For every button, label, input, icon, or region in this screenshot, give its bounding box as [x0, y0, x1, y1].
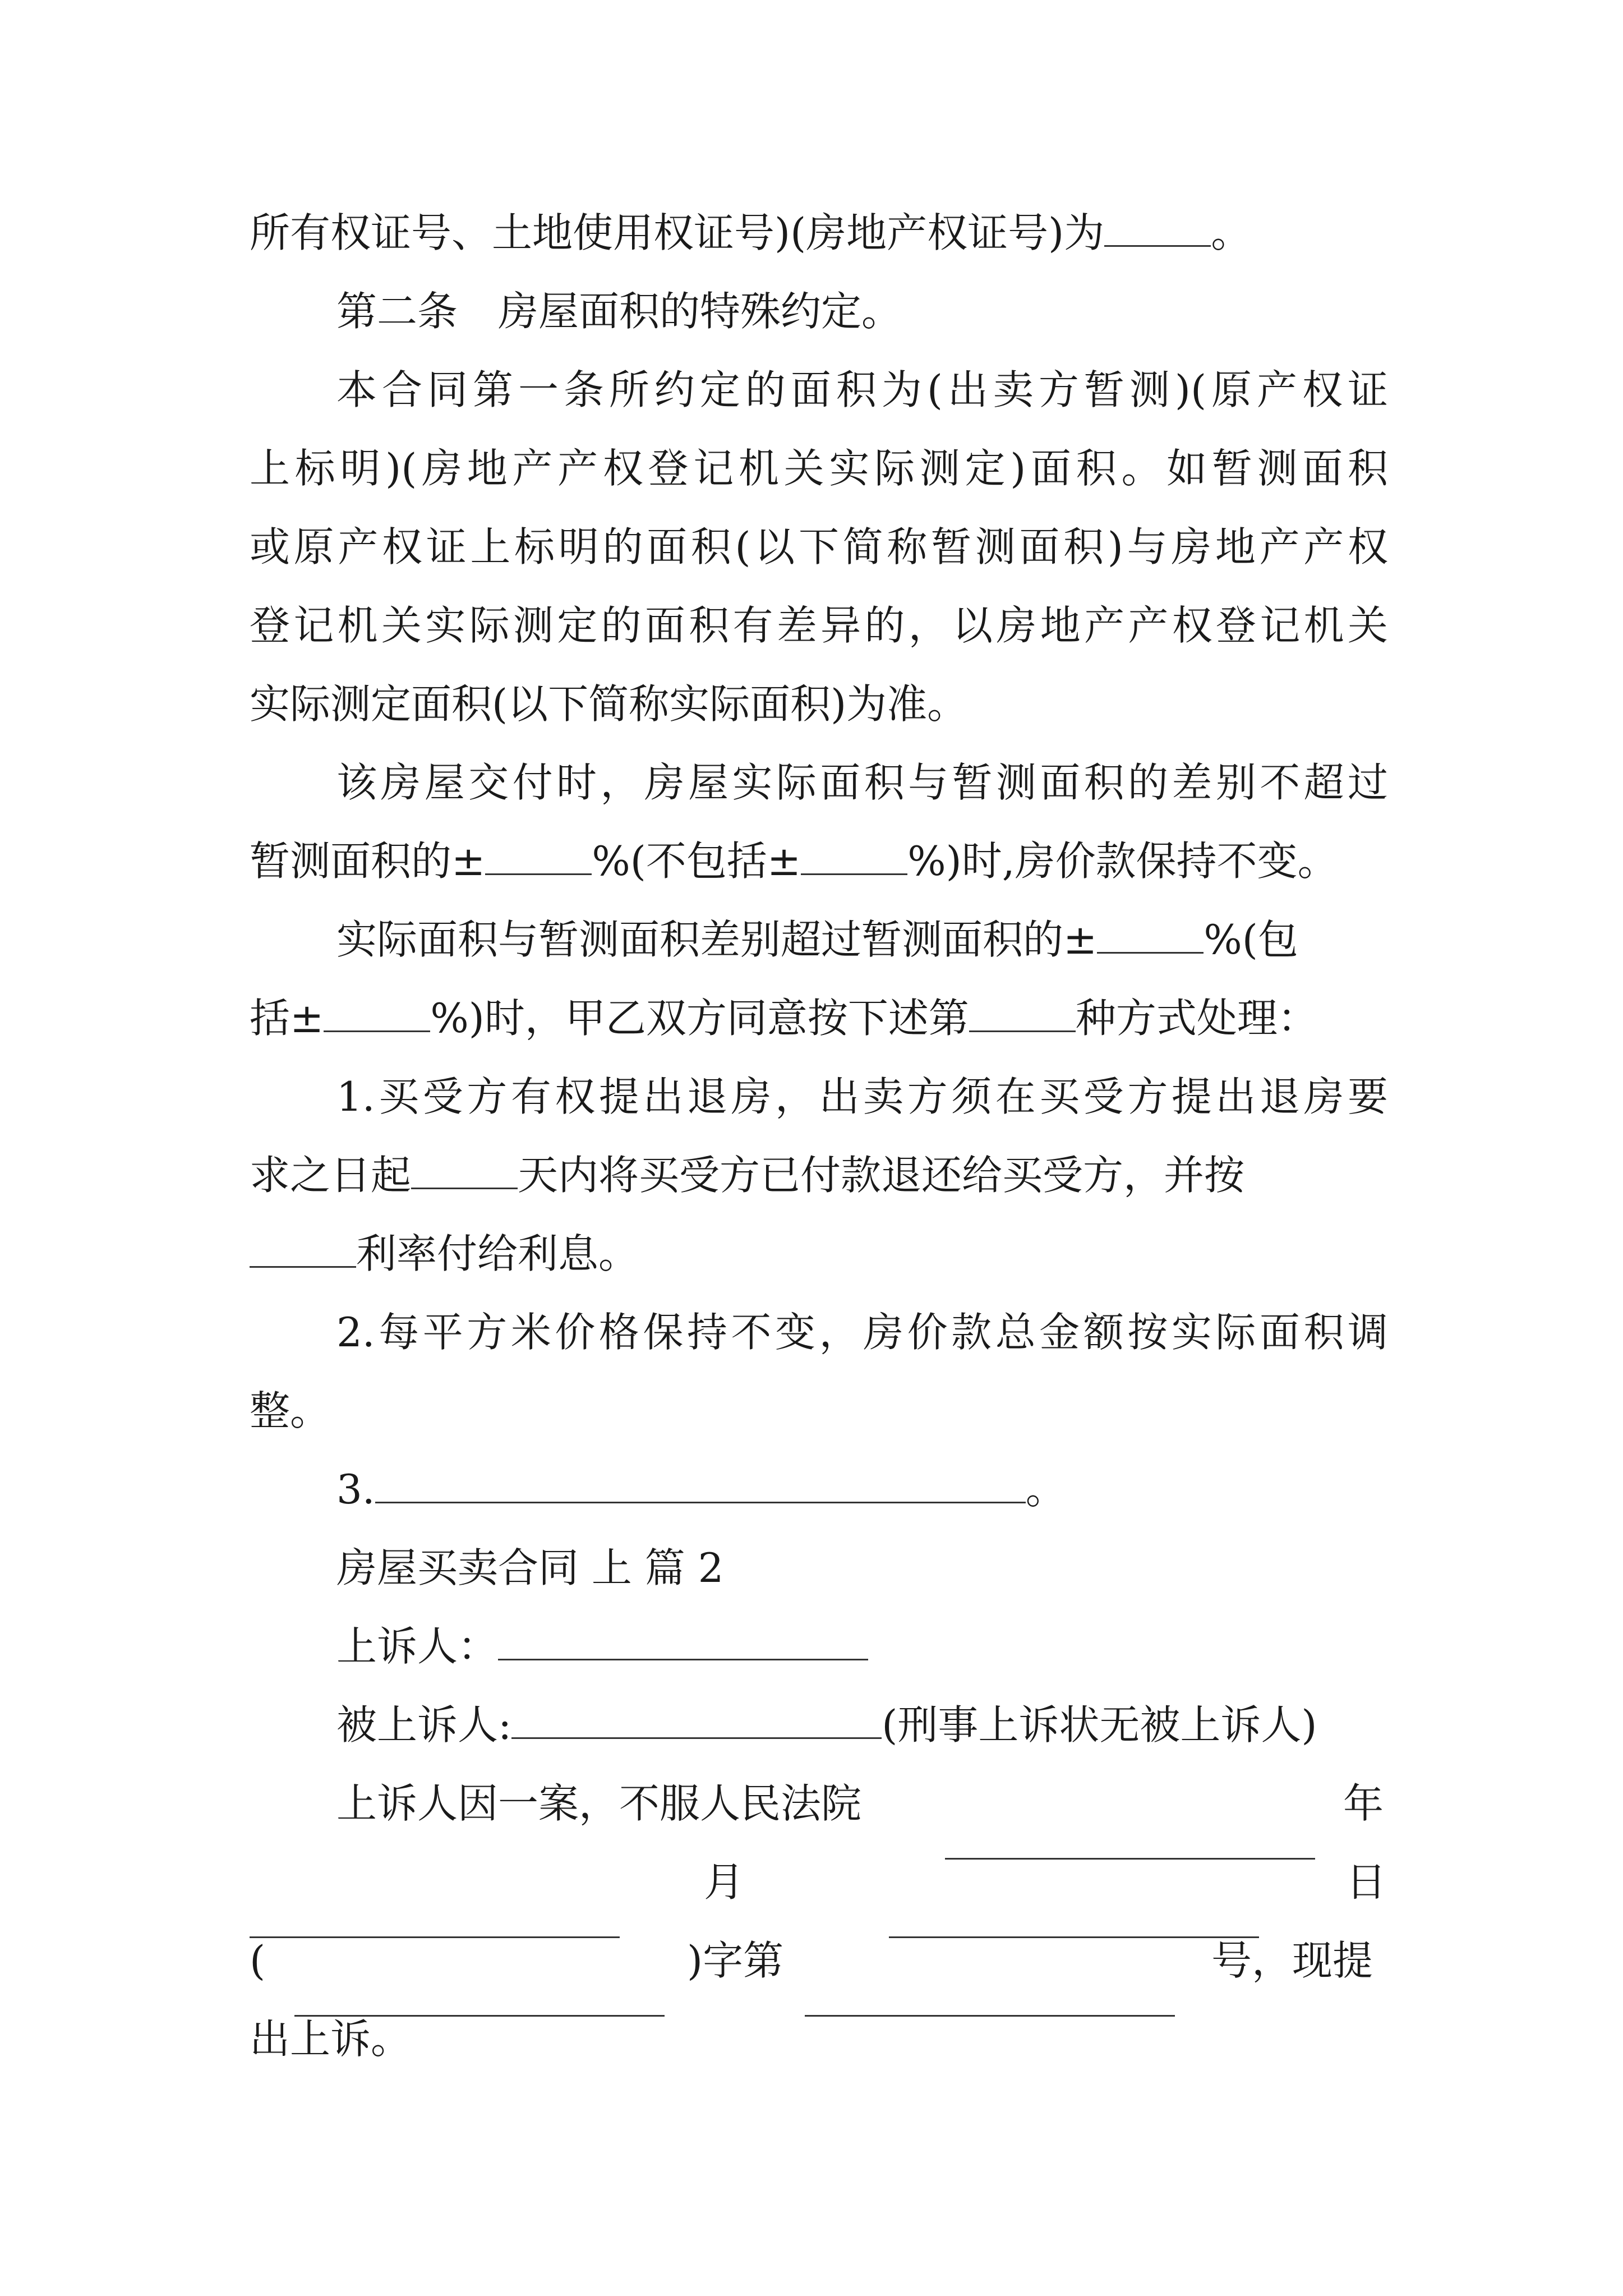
fill-blank[interactable]	[969, 990, 1076, 1032]
fill-blank[interactable]	[801, 833, 907, 875]
text: 。	[1211, 209, 1252, 256]
respondent-note: (刑事上诉状无被上诉人)	[882, 1701, 1317, 1749]
year-blank[interactable]	[250, 1896, 620, 1938]
text-line: 登记机关实际测定的面积有差异的，以房地产产权登记机关	[250, 602, 1388, 649]
text: 实际面积与暂测面积差别超过暂测面积的±	[336, 916, 1098, 963]
text-line: 该房屋交付时，房屋实际面积与暂测面积的差别不超过	[336, 759, 1388, 806]
text-line	[336, 912, 1388, 968]
article-heading: 第二条 房屋面积的特殊约定。	[336, 288, 902, 335]
month-label: 月	[704, 1858, 745, 1906]
text: %)时，甲乙双方同意按下述第	[430, 995, 969, 1042]
text-line	[336, 1461, 1388, 1517]
appellant-line	[336, 1618, 1388, 1674]
text: 暂测面积的±	[250, 838, 486, 885]
text: 上诉人因一案，不服人民法院	[336, 1780, 862, 1827]
text-line	[250, 1147, 1388, 1203]
appellant-blank[interactable]	[498, 1618, 868, 1660]
text: 种方式处理：	[1075, 995, 1318, 1042]
text: 括±	[250, 995, 324, 1042]
text: 天内将买受方已付款退还给买受方，并按	[518, 1152, 1245, 1199]
fill-blank[interactable]	[411, 1147, 518, 1189]
text: 。	[1025, 1466, 1066, 1513]
fill-blank[interactable]	[250, 1226, 356, 1268]
text-line: 实际测定面积(以下简称实际面积)为准。	[250, 680, 968, 728]
fill-blank[interactable]	[485, 833, 592, 875]
text: %(包	[1204, 916, 1298, 963]
text: %(不包括±	[592, 838, 801, 885]
paren-open: (	[250, 1937, 266, 1984]
text-line	[250, 833, 1388, 889]
text: 号，现提	[1211, 1937, 1373, 1984]
fill-blank[interactable]	[1097, 912, 1204, 954]
text-line: 上标明)(房地产产权登记机关实际测定)面积。如暂测面积	[250, 445, 1388, 492]
section-title: 房屋买卖合同 上 篇 2	[336, 1544, 724, 1591]
text-line: 1.买受方有权提出退房，出卖方须在买受方提出退房要	[336, 1073, 1388, 1120]
respondent-blank[interactable]	[511, 1697, 882, 1739]
month-blank[interactable]	[889, 1896, 1259, 1938]
fill-blank[interactable]	[1104, 205, 1211, 247]
court-blank[interactable]	[945, 1818, 1315, 1860]
text: %)时,房价款保持不变。	[907, 838, 1338, 885]
text: 3.	[336, 1466, 375, 1513]
year-label: 年	[1343, 1780, 1384, 1827]
text-line	[250, 205, 1388, 261]
fill-blank[interactable]	[324, 990, 430, 1032]
text-line: 整。	[250, 1387, 331, 1434]
text: 利率付给利息。	[356, 1230, 639, 1277]
case-prefix-blank[interactable]	[294, 1975, 665, 2017]
appellant-label: 上诉人：	[336, 1623, 499, 1670]
text-line: 本合同第一条所约定的面积为(出卖方暂测)(原产权证	[336, 366, 1388, 413]
text: 求之日起	[250, 1152, 412, 1199]
text-line	[250, 1226, 1388, 1282]
text: 所有权证号、土地使用权证号)(房地产权证号)为	[250, 209, 1105, 256]
text-line: 出上诉。	[250, 2016, 412, 2063]
case-number-blank[interactable]	[805, 1975, 1175, 2017]
text-line	[250, 990, 1388, 1046]
respondent-line	[336, 1697, 1388, 1753]
text-line: 或原产权证上标明的面积(以下简称暂测面积)与房地产产权	[250, 523, 1388, 570]
respondent-label: 被上诉人:	[336, 1701, 512, 1749]
text-line: 2.每平方米价格保持不变，房价款总金额按实际面积调	[336, 1309, 1388, 1356]
day-label: 日	[1346, 1858, 1387, 1906]
case-label: )字第	[687, 1937, 784, 1984]
fill-blank[interactable]	[375, 1461, 1026, 1503]
